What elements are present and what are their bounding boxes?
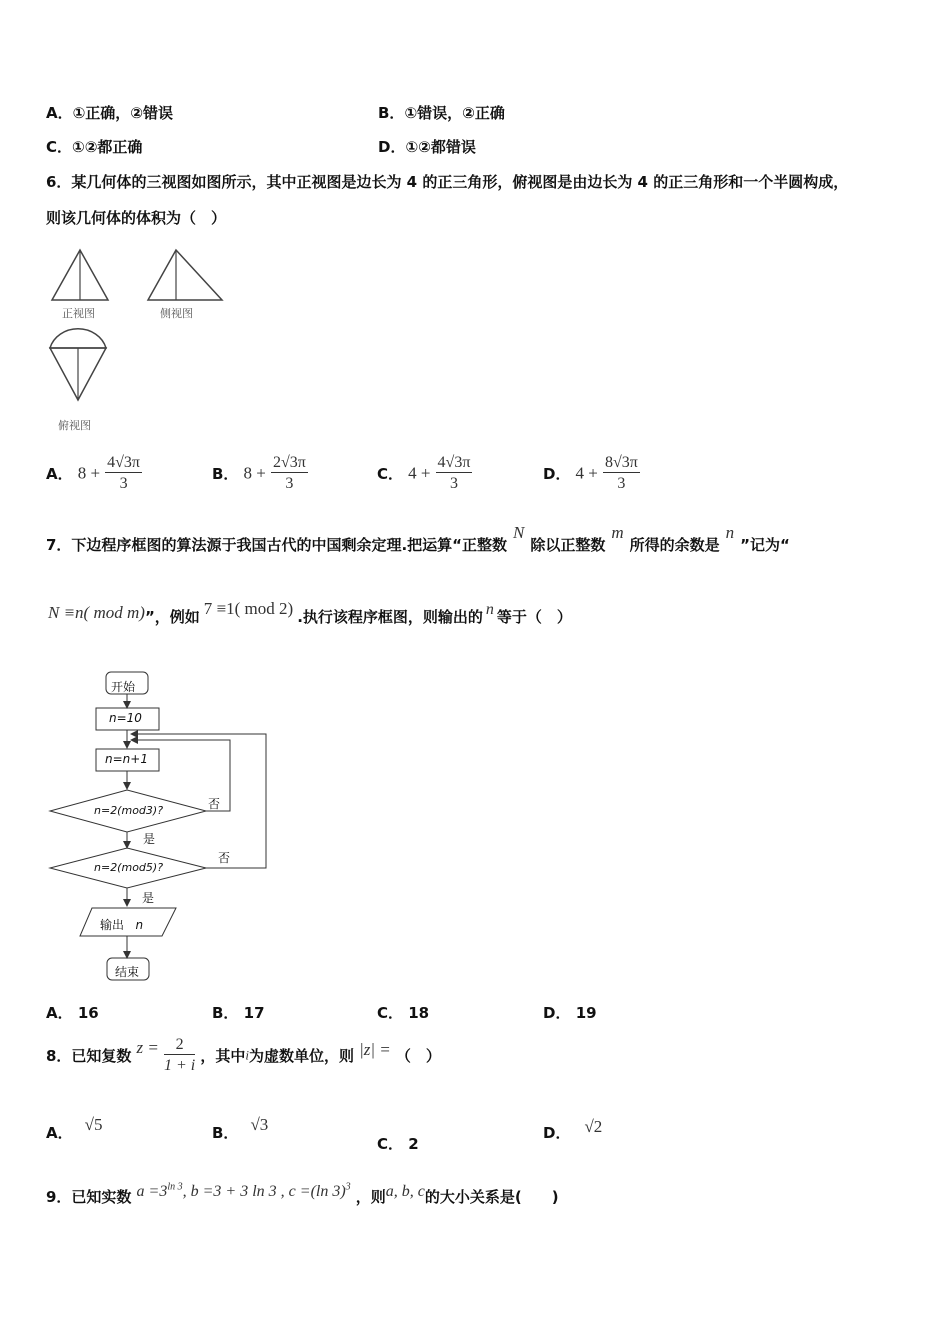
q6-stem-line1: 6．某几何体的三视图如图所示，其中正视图是边长为 4 的正三角形，俯视图是由边长为 4 的正三角形和一个半圆构成，: [46, 173, 849, 191]
flow-step-text: n=n+1: [105, 752, 148, 766]
flow-yes2-label: 是: [142, 891, 155, 905]
q5-option-c: C．①②都正确: [46, 138, 143, 156]
side-view-label: 侧视图: [160, 307, 193, 320]
side-view-triangle: [148, 250, 222, 300]
q8-option-a: A． √5: [46, 1115, 103, 1142]
q8-option-b: B． √3: [212, 1115, 269, 1142]
flow-end-text: 结束: [115, 965, 140, 979]
flow-cond1-text: n=2(mod3)?: [94, 804, 164, 817]
top-view-label: 俯视图: [58, 419, 91, 432]
q5-option-a: A．①正确，②错误: [46, 104, 174, 122]
flow-start-text: 开始: [111, 680, 136, 694]
three-view-figure: [44, 244, 234, 439]
q5-option-d: D．①②都错误: [378, 138, 476, 156]
flow-no1-label: 否: [208, 797, 221, 811]
q7-option-d: D． 19: [543, 1004, 597, 1022]
q7-option-c: C． 18: [377, 1004, 430, 1022]
q6-stem-line2: 则该几何体的体积为（ ）: [46, 209, 227, 227]
q6-option-b: B． 8 + $\frac{2√3\pi}{3}$: [212, 454, 306, 492]
q6-option-d: D． 4 + $\frac{8√3\pi}{3}$: [543, 454, 638, 492]
q8-stem: 8．已知复数 z = $\frac{2}{1 + i}$ ，其中i为虚数单位，则 |z| = （ ）: [46, 1036, 441, 1074]
flow-yes1-label: 是: [143, 832, 156, 846]
front-view-label: 正视图: [62, 307, 95, 320]
flow-cond2-text: n=2(mod5)?: [94, 861, 164, 874]
q8-option-d: D． √2: [543, 1117, 603, 1142]
q6-option-c: C． 4 + $\frac{4√3\pi}{3}$: [377, 454, 471, 492]
q7-option-b: B． 17: [212, 1004, 265, 1022]
q5-option-b: B．①错误，②正确: [378, 104, 505, 122]
flow-output-text: 输出 n: [100, 918, 144, 932]
flow-no2-label: 否: [218, 851, 231, 865]
q8-option-c: C． 2: [377, 1135, 419, 1153]
q6-option-a: A． 8 + $\frac{4√3\pi}{3}$: [46, 454, 140, 492]
q7-stem-line1: 7．下边程序框图的算法源于我国古代的中国剩余定理.把运算“正整数N除以正整数m所得的余数是n”记为“: [46, 523, 790, 554]
flowchart: [44, 668, 284, 988]
q7-stem-line2: N ≡n( mod m)”，例如 7 ≡1( mod 2) .执行该程序框图，则输出的 n 等于（ ）: [48, 599, 572, 626]
q7-option-a: A． 16: [46, 1004, 99, 1022]
flow-init-text: n=10: [109, 711, 142, 725]
top-view-semicircle: [50, 329, 106, 348]
q9-expression: $a =3^{ln 3}$, b =3 + 3 ln 3 , c =(ln 3)$^3$: [136, 1181, 351, 1200]
q9-stem: 9．已知实数 $a =3^{ln 3}$, b =3 + 3 ln 3 , c =(ln 3)$^3$ ，则a, b, c的大小关系是( ): [46, 1181, 559, 1206]
